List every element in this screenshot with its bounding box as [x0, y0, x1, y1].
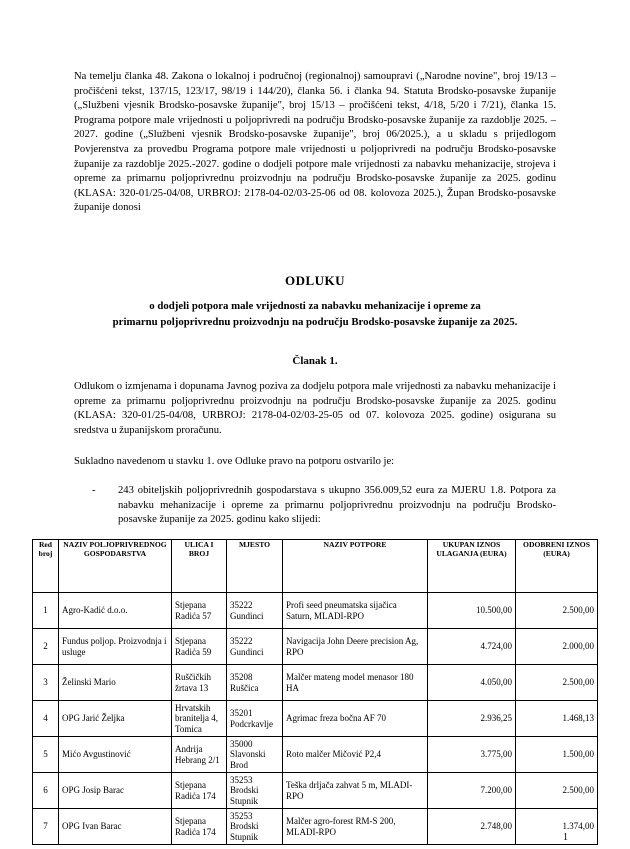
cell-total: 4.724,00	[428, 629, 516, 665]
cell-approved: 2.500,00	[516, 665, 598, 701]
article-paragraph-1: Odlukom o izmjenama i dopunama Javnog poziva za dodjelu potpora male vrijednosti za nabavku mehanizacije i opreme za primarnu poljoprivrednu proizvodnju na području Brodsko-posavske županije za 2025. godinu (KLASA: 320-01/25-04/08, URBROJ: 2178-04-02/03-25-05 od 07. kolovoza 2025. godine) osigurana su sredstva u županijskom proračunu.	[74, 381, 556, 436]
cell-street: Stjepana Radića 57	[172, 593, 227, 629]
cell-street: Stjepana Radića 59	[172, 629, 227, 665]
cell-approved: 1.468,13	[516, 701, 598, 737]
article-heading: Članak 1.	[292, 355, 338, 367]
beneficiaries-table	[32, 539, 598, 845]
cell-street: Andrija Hebrang 2/1	[172, 737, 227, 773]
cell-name: Agro-Kadić d.o.o.	[59, 593, 172, 629]
cell-place: 35253 Brodski Stupnik	[227, 773, 283, 809]
cell-place: 35000 Slavonski Brod	[227, 737, 283, 773]
cell-no: 7	[33, 809, 59, 845]
decision-title: ODLUKU	[284, 273, 346, 288]
cell-name: Mićo Avgustinović	[59, 737, 172, 773]
header-ukupan-iznos: UKUPAN IZNOS ULAGANJA (EURA)	[428, 540, 516, 593]
cell-street: Stjepana Radića 174	[172, 809, 227, 845]
cell-no: 6	[33, 773, 59, 809]
intro-paragraph: Na temelju članka 48. Zakona o lokalnoj i područnoj (regionalnoj) samoupravi („Narodne novine", broj 19/13 – pročišćeni tekst, 137/15, 123/17, 98/19 i 144/20), članka 56. i članka 94. Statuta Brodsko-posavske županije („Službeni vjesnik Brodsko-posavske županije", broj 15/13 – pročišćeni tekst, 4/18, 5/20 i 7/21), članka 15. Programa potpore male vrijednosti u poljoprivredi na području Brodsko-posavske županije za razdoblje 2025. – 2027. godine („Službeni vjesnik Brodsko-posavske županije", broj 06/2025.), a u skladu s prijedlogom Povjerenstva za provedbu Programa potpore male vrijednosti u poljoprivredi na području Brodsko-posavske županije za razdoblje 2025.-2027. godine o dodjeli potpore male vrijednosti za nabavku mehanizacije, strojeva i opreme za primarnu poljoprivrednu proizvodnju na području Brodsko-posavske županije za 2025. godinu (KLASA: 320-01/25-04/08, URBROJ: 2178-04-02/03-25-06 od 08. kolovoza 2025.), Župan Brodsko-posavske županije donosi	[74, 71, 556, 214]
cell-approved: 2.000,00	[516, 629, 598, 665]
cell-support: Profi seed pneumatska sijačica Saturn, MLADI-RPO	[283, 593, 428, 629]
cell-no: 3	[33, 665, 59, 701]
table-header-row	[33, 540, 598, 593]
cell-support: Navigacija John Deere precision Ag, RPO	[283, 629, 428, 665]
cell-support: Teška drljača zahvat 5 m, MLADI-RPO	[283, 773, 428, 809]
table-row	[33, 701, 598, 737]
header-mjesto: MJESTO	[227, 540, 283, 593]
cell-total: 2.936,25	[428, 701, 516, 737]
cell-approved: 1.374,00	[516, 809, 598, 845]
header-naziv-gospodarstva: NAZIV POLJOPRIVREDNOG GOSPODARSTVA	[59, 540, 172, 593]
cell-support: Malčer mateng model menasor 180 HA	[283, 665, 428, 701]
cell-place: 35208 Ruščica	[227, 665, 283, 701]
header-red-broj: Red broj	[33, 540, 59, 593]
cell-name: Želinski Mario	[59, 665, 172, 701]
article-paragraph-2: Sukladno navedenom u stavku 1. ove Odluke pravo na potporu ostvarilo je:	[74, 456, 395, 467]
header-odobreni-iznos: ODOBRENI IZNOS (EURA)	[516, 540, 598, 593]
cell-street: Ruščičkih žrtava 13	[172, 665, 227, 701]
cell-place: 35222 Gundinci	[227, 593, 283, 629]
table-row	[33, 665, 598, 701]
table-row	[33, 629, 598, 665]
decision-subtitle-line-2: primarnu poljoprivrednu proizvodnju na području Brodsko-posavske županije za 2025.	[112, 316, 518, 328]
bullet-text: 243 obiteljskih poljoprivrednih gospodarstava s ukupno 356.009,52 eura za MJERU 1.8. Potpora za nabavku mehanizacije i opreme za primarnu poljoprivrednu proizvodnju na području Brodsko-posavske županije za 2025. godinu kako slijedi:	[118, 485, 556, 526]
cell-support: Agrimac freza bočna AF 70	[283, 701, 428, 737]
cell-no: 2	[33, 629, 59, 665]
cell-total: 7.200,00	[428, 773, 516, 809]
cell-total: 10.500,00	[428, 593, 516, 629]
cell-no: 5	[33, 737, 59, 773]
cell-street: Stjepana Radića 174	[172, 773, 227, 809]
header-ulica-i-broj: ULICA I BROJ	[172, 540, 227, 593]
cell-name: OPG Ivan Barac	[59, 809, 172, 845]
table-row	[33, 593, 598, 629]
page-number: 1	[563, 832, 568, 843]
cell-name: Fundus poljop. Proizvodnja i usluge	[59, 629, 172, 665]
cell-no: 1	[33, 593, 59, 629]
cell-total: 4.050,00	[428, 665, 516, 701]
table-row	[33, 809, 598, 845]
header-naziv-potpore: NAZIV POTPORE	[283, 540, 428, 593]
table-row	[33, 773, 598, 809]
cell-place: 35253 Brodski Stupnik	[227, 809, 283, 845]
cell-approved: 2.500,00	[516, 773, 598, 809]
cell-support: Roto malčer Mičović P2,4	[283, 737, 428, 773]
table-row	[33, 737, 598, 773]
cell-approved: 1.500,00	[516, 737, 598, 773]
cell-support: Malčer agro-forest RM-S 200, MLADI-RPO	[283, 809, 428, 845]
cell-place: 35222 Gundinci	[227, 629, 283, 665]
bullet-dash: -	[92, 485, 96, 496]
cell-approved: 2.500,00	[516, 593, 598, 629]
cell-total: 3.775,00	[428, 737, 516, 773]
cell-name: OPG Josip Barac	[59, 773, 172, 809]
cell-place: 35201 Podcrkavlje	[227, 701, 283, 737]
decision-subtitle-line-1: o dodjeli potpora male vrijednosti za nabavku mehanizacije i opreme za	[149, 300, 481, 312]
cell-no: 4	[33, 701, 59, 737]
cell-name: OPG Jarić Željka	[59, 701, 172, 737]
cell-street: Hrvatskih branitelja 4, Tomica	[172, 701, 227, 737]
cell-total: 2.748,00	[428, 809, 516, 845]
